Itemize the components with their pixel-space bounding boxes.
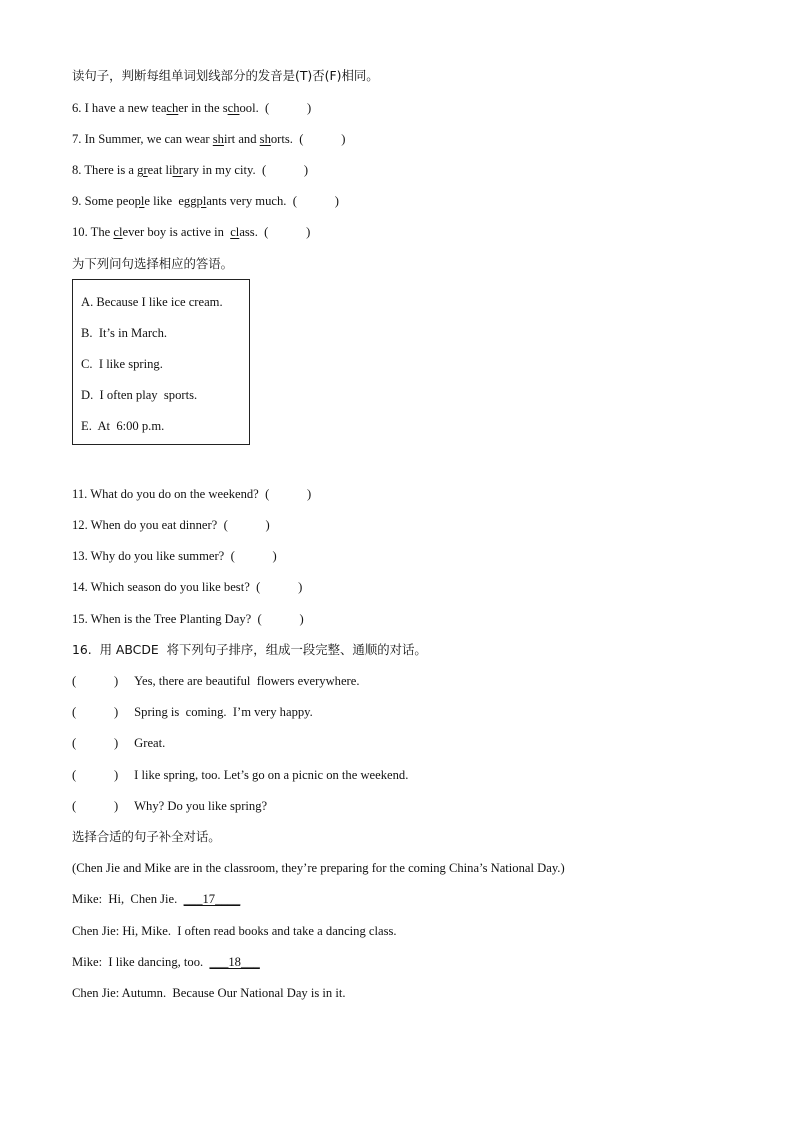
sentence-text: 10. The <box>72 225 114 239</box>
option-a: A. Because I like ice cream. <box>81 295 223 309</box>
ordering-text: Spring is coming. I’m very happy. <box>134 705 313 719</box>
sentence-text: er in the s <box>178 101 228 115</box>
option-e: E. At 6:00 p.m. <box>81 419 165 433</box>
answer-paren[interactable]: ( ) <box>265 487 312 501</box>
sentence-text: e like egg <box>144 194 197 208</box>
question-11 <box>72 486 311 502</box>
answer-paren[interactable]: ( ) <box>72 736 119 750</box>
answer-options-box <box>72 279 250 445</box>
answer-paren[interactable]: ( ) <box>72 799 119 813</box>
dialogue-context: (Chen Jie and Mike are in the classroom, they’re preparing for the coming China’s National Day.) <box>72 861 565 875</box>
section3-instruction: 16. 用 ABCDE 将下列句子排序，组成一段完整、通顺的对话。 <box>72 642 427 657</box>
answer-paren[interactable]: ( ) <box>230 549 277 563</box>
ordering-text: Why? Do you like spring? <box>134 799 268 813</box>
sentence-text: ants very much. <box>206 194 293 208</box>
ordering-text: Great. <box>134 736 166 750</box>
fill-blank-18[interactable]: ___18___ <box>209 955 260 969</box>
sentence-text: ever boy is active in <box>122 225 231 239</box>
answer-paren[interactable]: ( ) <box>299 132 346 146</box>
question-14 <box>72 579 302 595</box>
question-text: 15. When is the Tree Planting Day? <box>72 612 258 626</box>
option-b: B. It’s in March. <box>81 326 168 340</box>
underlined-letters: cl <box>113 225 123 239</box>
ordering-item-3 <box>72 735 165 751</box>
answer-paren[interactable]: ( ) <box>261 163 309 177</box>
sentence-text: irt and <box>223 132 260 146</box>
dialogue-text: Chen Jie: Autumn. Because Our National Day is in it. <box>72 986 346 1000</box>
underlined-letters: sh <box>212 132 224 146</box>
sentence-text: 8. There is a <box>72 163 138 177</box>
answer-paren[interactable]: ( ) <box>292 194 339 208</box>
underlined-letters: ch <box>227 101 240 115</box>
answer-paren[interactable]: ( ) <box>223 518 270 532</box>
ordering-text: Yes, there are beautiful flowers everywhere. <box>134 674 360 688</box>
sentence-text: ass. <box>239 225 265 239</box>
pronunciation-item-7 <box>72 131 345 147</box>
dialogue-line-2 <box>72 923 397 939</box>
sentence-text: 6. I have a new tea <box>72 101 167 115</box>
sentence-text: ool. <box>239 101 266 115</box>
sentence-text: 9. Some peo <box>72 194 135 208</box>
sentence-text: 7. In Summer, we can wear <box>72 132 213 146</box>
option-c: C. I like spring. <box>81 357 163 371</box>
section4-instruction: 选择合适的句子补全对话。 <box>72 829 221 844</box>
pronunciation-item-6 <box>72 100 311 116</box>
underlined-letters: br <box>172 163 183 177</box>
ordering-item-1 <box>72 673 360 689</box>
ordering-text: I like spring, too. Let’s go on a picnic on the weekend. <box>134 768 409 782</box>
question-text: 13. Why do you like summer? <box>72 549 231 563</box>
pronunciation-item-8 <box>72 162 308 178</box>
question-12 <box>72 517 270 533</box>
dialogue-line-3 <box>72 954 260 970</box>
underlined-letters: ch <box>166 101 179 115</box>
sentence-text: orts. <box>270 132 300 146</box>
underlined-letters: cl <box>230 225 240 239</box>
fill-blank-17[interactable]: ___17____ <box>183 892 241 906</box>
dialogue-text: Chen Jie: Hi, Mike. I often read books and take a dancing class. <box>72 924 397 938</box>
underlined-letters: sh <box>259 132 271 146</box>
ordering-item-5 <box>72 798 267 814</box>
answer-paren[interactable]: ( ) <box>264 225 311 239</box>
answer-paren[interactable]: ( ) <box>72 674 119 688</box>
answer-paren[interactable]: ( ) <box>257 612 304 626</box>
answer-paren[interactable]: ( ) <box>72 768 119 782</box>
section2-instruction: 为下列问句选择相应的答语。 <box>72 256 234 271</box>
pronunciation-item-10 <box>72 224 310 240</box>
question-text: 12. When do you eat dinner? <box>72 518 224 532</box>
underlined-letters: pl <box>196 194 207 208</box>
sentence-text: ary in my city. <box>183 163 262 177</box>
answer-paren[interactable]: ( ) <box>256 580 303 594</box>
section1-instruction: 读句子，判断每组单词划线部分的发音是(T)否(F)相同。 <box>72 68 379 83</box>
ordering-item-4 <box>72 767 408 783</box>
answer-paren[interactable]: ( ) <box>265 101 312 115</box>
dialogue-text: Mike: I like dancing, too. <box>72 955 210 969</box>
question-text: 14. Which season do you like best? <box>72 580 257 594</box>
dialogue-text: Mike: Hi, Chen Jie. <box>72 892 184 906</box>
question-text: 11. What do you do on the weekend? <box>72 487 266 501</box>
question-15 <box>72 611 304 627</box>
answer-paren[interactable]: ( ) <box>72 705 119 719</box>
underlined-letters: gr <box>137 163 148 177</box>
pronunciation-item-9 <box>72 193 339 209</box>
question-13 <box>72 548 277 564</box>
underlined-letters: pl <box>134 194 145 208</box>
ordering-item-2 <box>72 704 313 720</box>
option-d: D. I often play sports. <box>81 388 198 402</box>
dialogue-line-1 <box>72 891 240 907</box>
sentence-text: eat li <box>147 163 173 177</box>
dialogue-line-4 <box>72 985 346 1001</box>
